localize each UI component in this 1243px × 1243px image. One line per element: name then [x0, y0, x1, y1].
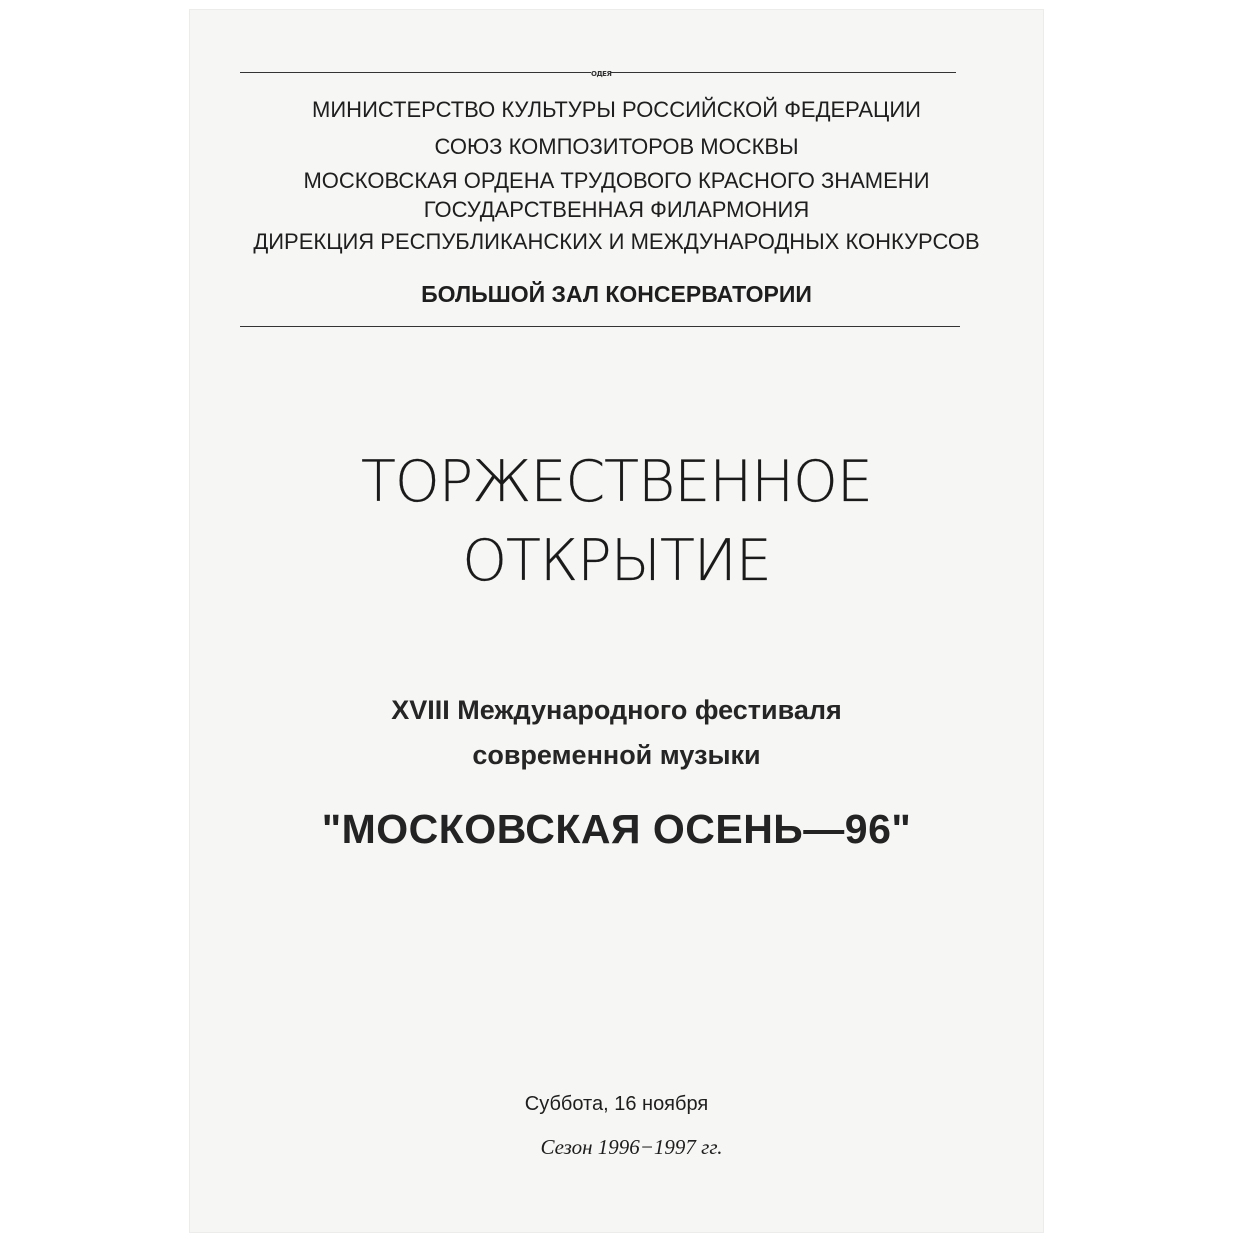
header-line-ministry: МИНИСТЕРСТВО КУЛЬТУРЫ РОССИЙСКОЙ ФЕДЕРАЦИИ — [312, 97, 921, 122]
header-line-order: МОСКОВСКАЯ ОРДЕНА ТРУДОВОГО КРАСНОГО ЗНАМЕНИ — [303, 168, 930, 193]
header-line-philharmonic: ГОСУДАРСТВЕННАЯ ФИЛАРМОНИЯ — [423, 197, 810, 222]
festival-line-1: XVIII Международного фестиваля — [391, 695, 842, 725]
concert-date: Суббота, 16 ноября — [524, 1093, 709, 1115]
festival-line-2: современной музыки — [472, 740, 761, 770]
title-line-1: ТОРЖЕСТВЕННОЕ — [361, 449, 872, 515]
bottom-header-rule — [240, 326, 960, 327]
header-line-directorate: ДИРЕКЦИЯ РЕСПУБЛИКАНСКИХ И МЕЖДУНАРОДНЫХ КОНКУРСОВ — [253, 229, 980, 254]
header-line-composers-union: СОЮЗ КОМПОЗИТОРОВ МОСКВЫ — [434, 134, 799, 159]
title-line-2: ОТКРЫТИЕ — [462, 528, 771, 594]
publisher-logo: ОДЕЯ — [591, 63, 611, 85]
venue-name: БОЛЬШОЙ ЗАЛ КОНСЕРВАТОРИИ — [421, 281, 812, 307]
season-label: Сезон 1996−1997 гг. — [540, 1135, 723, 1159]
festival-name: "МОСКОВСКАЯ ОСЕНЬ—96" — [321, 806, 912, 852]
